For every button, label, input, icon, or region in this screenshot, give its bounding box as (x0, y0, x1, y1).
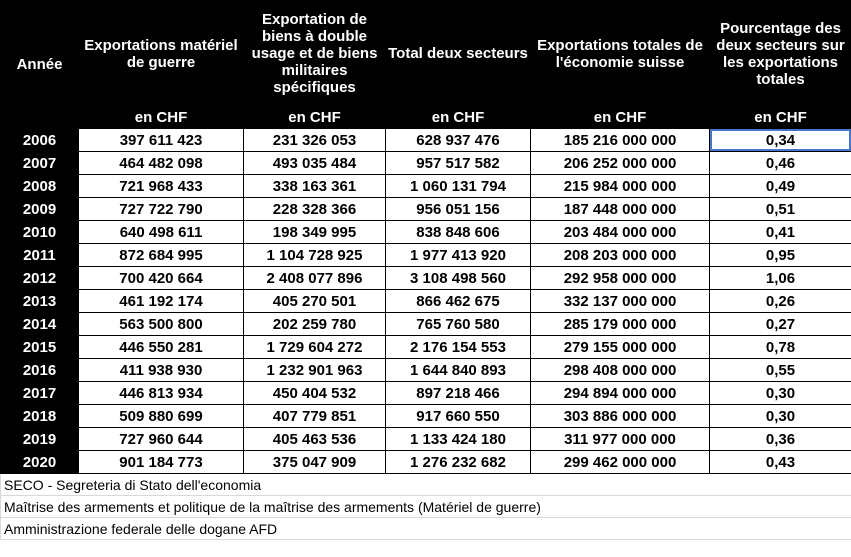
pct-cell[interactable]: 0,26 (710, 290, 851, 313)
table-row (1, 221, 851, 244)
dual-cell[interactable]: 1 104 728 925 (244, 244, 386, 267)
war-cell[interactable]: 700 420 664 (79, 267, 244, 290)
header-year[interactable]: Année (1, 1, 79, 129)
table-row (1, 129, 851, 152)
table-row (1, 313, 851, 336)
pct-cell[interactable]: 0,41 (710, 221, 851, 244)
economy-cell[interactable]: 203 484 000 000 (531, 221, 710, 244)
header-row (1, 1, 851, 107)
table-row (1, 428, 851, 451)
table-body (1, 129, 851, 474)
year-cell[interactable]: 2011 (1, 244, 79, 267)
total-cell[interactable]: 866 462 675 (386, 290, 531, 313)
economy-cell[interactable]: 292 958 000 000 (531, 267, 710, 290)
pct-cell[interactable]: 0,78 (710, 336, 851, 359)
year-cell[interactable]: 2007 (1, 152, 79, 175)
dual-cell[interactable]: 202 259 780 (244, 313, 386, 336)
economy-cell[interactable]: 206 252 000 000 (531, 152, 710, 175)
unit-cell[interactable]: en CHF (79, 107, 244, 129)
year-cell[interactable]: 2009 (1, 198, 79, 221)
table-row (1, 451, 851, 474)
sources (1, 474, 851, 540)
unit-cell[interactable]: en CHF (710, 107, 851, 129)
year-cell[interactable]: 2013 (1, 290, 79, 313)
pct-cell[interactable]: 0,34 (710, 129, 851, 152)
economy-cell[interactable]: 332 137 000 000 (531, 290, 710, 313)
source-row (1, 496, 851, 518)
total-cell[interactable]: 1 276 232 682 (386, 451, 531, 474)
war-cell[interactable]: 464 482 098 (79, 152, 244, 175)
war-cell[interactable]: 872 684 995 (79, 244, 244, 267)
pct-cell[interactable]: 0,30 (710, 382, 851, 405)
war-cell[interactable]: 461 192 174 (79, 290, 244, 313)
dual-cell[interactable]: 231 326 053 (244, 129, 386, 152)
total-cell[interactable]: 838 848 606 (386, 221, 531, 244)
unit-row (1, 107, 851, 129)
war-cell[interactable]: 640 498 611 (79, 221, 244, 244)
dual-cell[interactable]: 228 328 366 (244, 198, 386, 221)
header-total-economy[interactable]: Exportations totales de l'économie suisse (531, 1, 710, 107)
total-cell[interactable]: 1 060 131 794 (386, 175, 531, 198)
table-row (1, 290, 851, 313)
pct-cell[interactable]: 0,36 (710, 428, 851, 451)
header-total-two[interactable]: Total deux secteurs (386, 1, 531, 107)
war-cell[interactable]: 446 813 934 (79, 382, 244, 405)
total-cell[interactable]: 3 108 498 560 (386, 267, 531, 290)
war-cell[interactable]: 563 500 800 (79, 313, 244, 336)
economy-cell[interactable]: 185 216 000 000 (531, 129, 710, 152)
war-cell[interactable]: 509 880 699 (79, 405, 244, 428)
table-row (1, 175, 851, 198)
war-cell[interactable]: 721 968 433 (79, 175, 244, 198)
source-row (1, 474, 851, 496)
header-war-material[interactable]: Exportations matériel de guerre (79, 1, 244, 107)
dual-cell[interactable]: 407 779 851 (244, 405, 386, 428)
pct-cell[interactable]: 1,06 (710, 267, 851, 290)
dual-cell[interactable]: 1 729 604 272 (244, 336, 386, 359)
dual-cell[interactable]: 1 232 901 963 (244, 359, 386, 382)
economy-cell[interactable]: 299 462 000 000 (531, 451, 710, 474)
year-cell[interactable]: 2015 (1, 336, 79, 359)
dual-cell[interactable]: 493 035 484 (244, 152, 386, 175)
economy-cell[interactable]: 279 155 000 000 (531, 336, 710, 359)
total-cell[interactable]: 1 133 424 180 (386, 428, 531, 451)
year-cell[interactable]: 2017 (1, 382, 79, 405)
dual-cell[interactable]: 375 047 909 (244, 451, 386, 474)
pct-cell[interactable]: 0,51 (710, 198, 851, 221)
source-seco[interactable]: SECO - Segreteria di Stato dell'economia (1, 474, 851, 496)
source-row (1, 518, 851, 540)
total-cell[interactable]: 917 660 550 (386, 405, 531, 428)
table-row (1, 244, 851, 267)
table-row (1, 336, 851, 359)
dual-cell[interactable]: 338 163 361 (244, 175, 386, 198)
table-row (1, 405, 851, 428)
unit-cell[interactable]: en CHF (531, 107, 710, 129)
economy-cell[interactable]: 298 408 000 000 (531, 359, 710, 382)
dual-cell[interactable]: 405 270 501 (244, 290, 386, 313)
war-cell[interactable]: 901 184 773 (79, 451, 244, 474)
total-cell[interactable]: 1 644 840 893 (386, 359, 531, 382)
pct-cell[interactable]: 0,95 (710, 244, 851, 267)
table-row (1, 359, 851, 382)
pct-cell[interactable]: 0,46 (710, 152, 851, 175)
economy-cell[interactable]: 208 203 000 000 (531, 244, 710, 267)
war-cell[interactable]: 727 722 790 (79, 198, 244, 221)
table-row (1, 382, 851, 405)
economy-cell[interactable]: 215 984 000 000 (531, 175, 710, 198)
pct-cell[interactable]: 0,55 (710, 359, 851, 382)
war-cell[interactable]: 727 960 644 (79, 428, 244, 451)
year-cell[interactable]: 2010 (1, 221, 79, 244)
total-cell[interactable]: 956 051 156 (386, 198, 531, 221)
dual-cell[interactable]: 2 408 077 896 (244, 267, 386, 290)
economy-cell[interactable]: 303 886 000 000 (531, 405, 710, 428)
source-afd[interactable]: Amministrazione federale delle dogane AFD (1, 518, 851, 540)
table-row (1, 267, 851, 290)
year-cell[interactable]: 2018 (1, 405, 79, 428)
total-cell[interactable]: 628 937 476 (386, 129, 531, 152)
source-armaments[interactable]: Maîtrise des armements et politique de la maîtrise des armements (Matériel de guerre) (1, 496, 851, 518)
total-cell[interactable]: 897 218 466 (386, 382, 531, 405)
header-percentage[interactable]: Pourcentage des deux secteurs sur les exportations totales (710, 1, 851, 107)
dual-cell[interactable]: 198 349 995 (244, 221, 386, 244)
year-cell[interactable]: 2020 (1, 451, 79, 474)
unit-cell[interactable]: en CHF (244, 107, 386, 129)
dual-cell[interactable]: 450 404 532 (244, 382, 386, 405)
total-cell[interactable]: 957 517 582 (386, 152, 531, 175)
war-cell[interactable]: 446 550 281 (79, 336, 244, 359)
dual-cell[interactable]: 405 463 536 (244, 428, 386, 451)
war-cell[interactable]: 411 938 930 (79, 359, 244, 382)
pct-cell[interactable]: 0,30 (710, 405, 851, 428)
total-cell[interactable]: 765 760 580 (386, 313, 531, 336)
table-row (1, 152, 851, 175)
header-dual-use[interactable]: Exportation de biens à double usage et de biens militaires spécifiques (244, 1, 386, 107)
year-cell[interactable]: 2019 (1, 428, 79, 451)
pct-cell[interactable]: 0,43 (710, 451, 851, 474)
total-cell[interactable]: 1 977 413 920 (386, 244, 531, 267)
unit-cell[interactable]: en CHF (386, 107, 531, 129)
war-cell[interactable]: 397 611 423 (79, 129, 244, 152)
year-cell[interactable]: 2006 (1, 129, 79, 152)
total-cell[interactable]: 2 176 154 553 (386, 336, 531, 359)
year-cell[interactable]: 2008 (1, 175, 79, 198)
economy-cell[interactable]: 294 894 000 000 (531, 382, 710, 405)
economy-cell[interactable]: 311 977 000 000 (531, 428, 710, 451)
economy-cell[interactable]: 187 448 000 000 (531, 198, 710, 221)
year-cell[interactable]: 2012 (1, 267, 79, 290)
year-cell[interactable]: 2016 (1, 359, 79, 382)
table-row (1, 198, 851, 221)
year-cell[interactable]: 2014 (1, 313, 79, 336)
pct-cell[interactable]: 0,27 (710, 313, 851, 336)
pct-cell[interactable]: 0,49 (710, 175, 851, 198)
economy-cell[interactable]: 285 179 000 000 (531, 313, 710, 336)
